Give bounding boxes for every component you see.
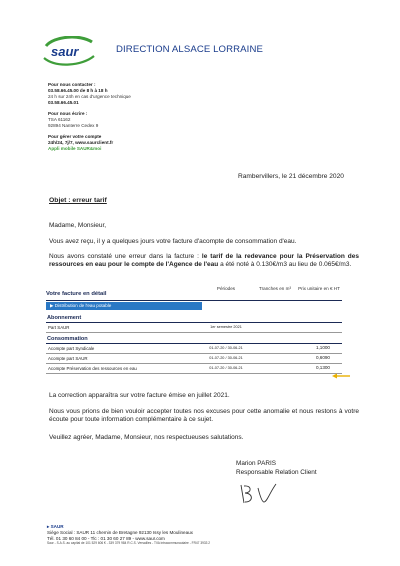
table-title: Votre facture en détail	[46, 291, 107, 297]
row-label: Acompte part SAUR	[48, 356, 88, 361]
row-period: 1er semestre 2021	[210, 325, 242, 329]
contact-block	[48, 82, 188, 152]
row-tranche	[258, 364, 292, 374]
arrow-left-icon	[332, 366, 350, 372]
saur-logo	[40, 36, 98, 66]
account-title: Pour gérer votre compte	[48, 134, 102, 139]
account-app: Appli mobile SAUR&moi	[48, 146, 102, 151]
logo-text: saur	[51, 44, 79, 59]
signer-role: Responsable Relation Client	[236, 469, 317, 476]
row-price: 0,6090	[315, 355, 330, 360]
paragraph-4: Nous vous prions de bien vouloir accepter toutes nos excuses pour cette anomalie et nous restons à votre écoute pour toute information complémentaire à ce sujet.	[49, 408, 359, 423]
footer-line-2: Tél. 01 30 60 84 00 - Tlc : 01 30 60 27 89 - www.saur.com	[47, 535, 165, 541]
letter-object: Objet : erreur tarif	[49, 197, 107, 204]
table-row	[46, 354, 342, 364]
paragraph-3: La correction apparaîtra sur votre facture émise en juillet 2021.	[49, 392, 230, 399]
account-web: 24h/24, 7j/7, www.saurclient.fr	[48, 140, 114, 145]
row-price: 1,1000	[315, 345, 330, 350]
row-tranche	[258, 354, 292, 364]
row-tranche	[258, 344, 292, 354]
paragraph-2-start: Nous avons constaté une erreur dans la facture :	[49, 253, 202, 260]
footer	[47, 524, 377, 547]
contact-phone-urgency: 03.58.66.45.01	[48, 100, 79, 105]
table-row	[46, 323, 342, 333]
col-periodes: Périodes	[216, 286, 236, 291]
row-period: 01-07-20 / 30-06-21	[209, 366, 243, 370]
table-row	[46, 344, 342, 354]
table-header	[46, 280, 342, 300]
contact-title: Pour nous contacter :	[48, 82, 96, 87]
footer-line-1: Siège Social : SAUR 11 chemin de Bretagne 92130 Issy les Moulineaux	[47, 529, 193, 535]
paragraph-2-end: a été noté à 0.130€/m3 au lieu de 0.065€/m3.	[218, 261, 352, 268]
paragraph-5: Veuillez agréer, Madame, Monsieur, nos respectueuses salutations.	[49, 434, 244, 441]
direction-title: DIRECTION ALSACE LORRAINE	[116, 44, 263, 55]
col-prix: Prix unitaire en € HT	[298, 286, 340, 291]
contact-phone: 03.58.66.45.00 de 8 h à 18 h	[48, 88, 108, 93]
row-period: 01-07-20 / 30-06-21	[209, 346, 243, 350]
contact-urgency: 24 h sur 24h en cas d'urgence technique	[48, 94, 131, 99]
section-consommation: Consommation	[46, 335, 342, 344]
signer-name: Marion PARIS	[236, 460, 277, 467]
row-label: Acompte Préservation des ressources en eau	[48, 366, 137, 371]
footer-brand: ▸ SAUR	[47, 524, 64, 529]
invoice-detail-table	[46, 280, 342, 374]
row-label: Acompte part Syndicale	[48, 346, 95, 351]
salutation: Madame, Monsieur,	[49, 222, 107, 229]
write-address-2: 92894 Nanterre Cedex 9	[48, 123, 99, 128]
col-tranches: Tranches en m³	[259, 286, 291, 291]
paragraph-1: Vous avez reçu, il y a quelques jours votre facture d'acompte de consommation d'eau.	[49, 238, 297, 245]
row-period: 01-07-20 / 30-06-21	[209, 356, 243, 360]
section-abonnement: Abonnement	[46, 314, 342, 323]
footer-line-3: Saur - S.A.S. au capital de 101 529 606 € - 339 379 984 R.C.S. Versailles - TVA intracommunautaire - FR47 3933 2	[47, 541, 211, 546]
row-tranche	[258, 323, 292, 333]
row-price: 0,1300	[315, 365, 330, 370]
table-row	[46, 364, 342, 374]
paragraph-2-bold: le tarif de la redevance pour la Préservation des ressources en eau pour le compte de l'Agence de l'eau	[49, 253, 360, 268]
signature-image	[238, 482, 284, 506]
row-label: Part SAUR	[48, 325, 70, 330]
write-address-1: TSA 61162	[48, 117, 71, 122]
paragraph-2	[49, 253, 359, 269]
footer-brand-text: SAUR	[50, 524, 64, 529]
write-title: Pour nous écrire :	[48, 111, 88, 116]
letter-date: Rambervillers, le 21 décembre 2020	[238, 173, 344, 180]
saur-logo-icon	[40, 36, 98, 66]
distribution-bar: ▶ Distribution de l'eau potable	[46, 302, 202, 310]
